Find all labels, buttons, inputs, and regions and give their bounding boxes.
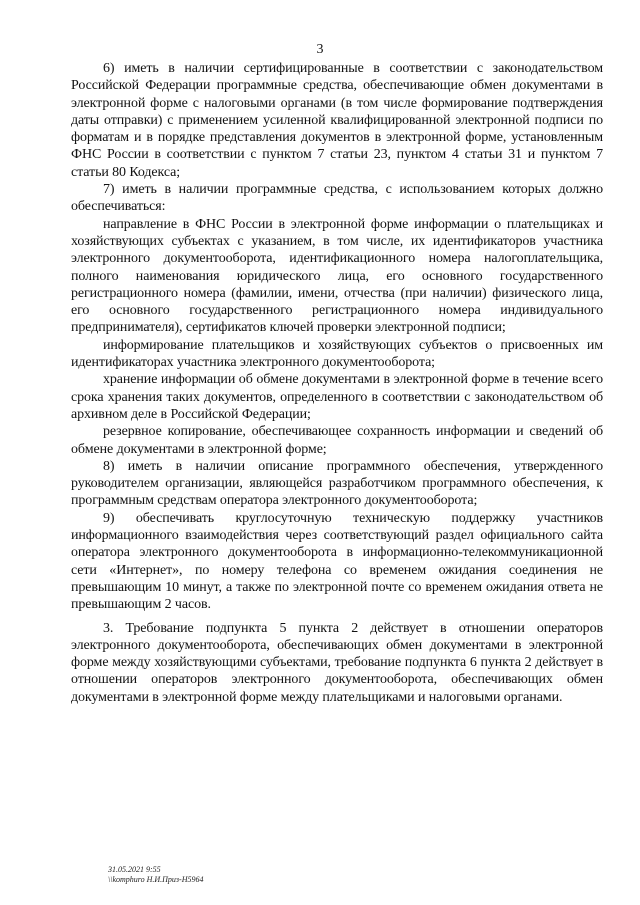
- paragraph-item-8: 8) иметь в наличии описание программного обеспечения, утвержденного руководителем организации, являющейся разработчиком программного обеспечения, к программным средствам оператора электронного документооборота;: [71, 458, 603, 509]
- document-body: [71, 60, 603, 706]
- paragraph-subitem-storage: хранение информации об обмене документами в электронной форме в течение всего срока хранения таких документов, определенного в соответствии с законодательством об архивном деле в Российской Федерации;: [71, 372, 603, 422]
- footer-reference: \\komphuro Н.И.Приз-Н5964: [108, 875, 204, 884]
- paragraph-item-6: 6) иметь в наличии сертифицированные в соответствии с законодательством Российской Федерации программные средства, обеспечивающие обмен документами в электронной форме с налоговыми органами (в том числе формирование подтверждения даты отправки) с применением усиленной квалифицированной электронной подписи по форматам и в порядке представления документов в электронной форме, установленным ФНС России в соответствии с пунктом 7 статьи 23, пунктом 4 статьи 31 и пунктом 7 статьи 80 Кодекса;: [71, 61, 603, 180]
- page-number: 3: [316, 42, 324, 57]
- paragraph-item-9: 9) обеспечивать круглосуточную техническую поддержку участников информационного взаимодействия через соответствующий раздел официального сайта оператора электронного документооборота в информационно-телекоммуникационной сети «Интернет», по номеру телефона со временем ожидания соединения не превышающим 10 минут, а также по электронной почте со временем ожидания ответа не превышающим 2 часов.: [71, 510, 603, 613]
- footer-date: 31.05.2021 9:55: [108, 865, 161, 874]
- paragraph-subitem-informing: информирование плательщиков и хозяйствующих субъектов о присвоенных им идентификаторах участника электронного документооборота;: [71, 337, 603, 371]
- paragraph-section-3: 3. Требование подпункта 5 пункта 2 действует в отношении операторов электронного документооборота, обеспечивающих обмен документами в электронной форме между хозяйствующими субъектами, требование подпункта 6 пункта 2 действует в отношении операторов электронного документооборота, обеспечивающих обмен документами в электронной форме между плательщиками и налоговыми органами.: [71, 620, 603, 705]
- paragraph-subitem-backup: резервное копирование, обеспечивающее сохранность информации и сведений об обмене документами в электронной форме;: [71, 424, 603, 457]
- paragraph-item-7: 7) иметь в наличии программные средства, с использованием которых должно обеспечиваться:: [71, 182, 603, 215]
- document-footer: [108, 865, 203, 885]
- paragraph-subitem-direction: направление в ФНС России в электронной форме информации о плательщиках и хозяйствующих субъектах с указанием, в том числе, их идентификаторов участника электронного документооборота, идентификационного номера налогоплательщика, полного наименования юридического лица, его основного государственного регистрационного номера (фамилии, имени, отчества (при наличии) физического лица, его основного государственного регистрационного номера индивидуального предпринимателя), сертификатов ключей проверки электронной подписи;: [71, 216, 603, 336]
